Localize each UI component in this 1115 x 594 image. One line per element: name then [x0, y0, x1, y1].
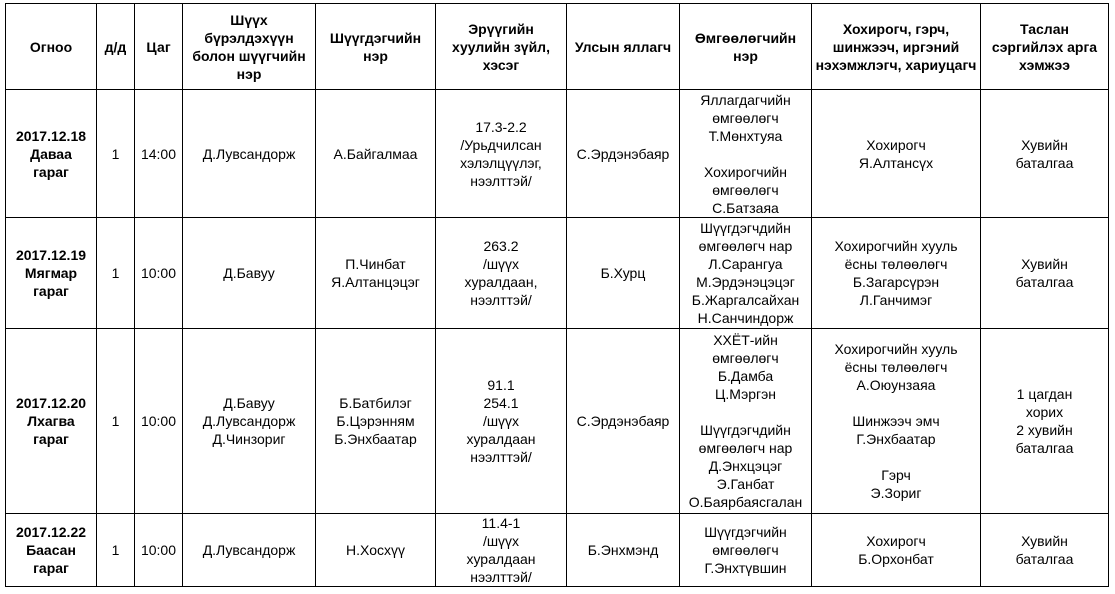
header-parties: Хохирогч, гэрч, шинжээч, иргэний нэхэмжлэгч, хариуцагч — [812, 4, 981, 90]
cell-number: 1 — [97, 218, 135, 329]
cell-defendants: Н.Хосхүү — [316, 514, 436, 587]
cell-measure: Хувийн баталгаа — [981, 514, 1109, 587]
cell-date: 2017.12.22 Баасан гараг — [6, 514, 97, 587]
cell-date: 2017.12.19 Мягмар гараг — [6, 218, 97, 329]
table-row — [6, 218, 1109, 329]
cell-parties: Хохирогчийн хууль ёсны төлөөлөгч Б.Загарсүрэн Л.Ганчимэг — [812, 218, 981, 329]
cell-defendants: Б.Батбилэг Б.Цэрэнням Б.Энхбаатар — [316, 329, 436, 514]
cell-lawyers: Шүүгдэгчдийн өмгөөлөгч нар Л.Сарангуа М.Эрдэнэцэцэг Б.Жаргалсайхан Н.Санчиндорж — [680, 218, 812, 329]
header-date: Огноо — [6, 4, 97, 90]
cell-number: 1 — [97, 90, 135, 218]
cell-prosecutor: С.Эрдэнэбаяр — [567, 90, 680, 218]
header-prosecutor: Улсын яллагч — [567, 4, 680, 90]
table-row — [6, 514, 1109, 587]
cell-prosecutor: С.Эрдэнэбаяр — [567, 329, 680, 514]
header-judges: Шүүх бүрэлдэхүүн болон шүүгчийн нэр — [183, 4, 316, 90]
cell-lawyers: Яллагдагчийн өмгөөлөгч Т.Мөнхтуяа Хохирогчийн өмгөөлөгч С.Батзаяа — [680, 90, 812, 218]
cell-articles: 263.2 /шүүх хуралдаан, нээлттэй/ — [436, 218, 567, 329]
cell-number: 1 — [97, 514, 135, 587]
cell-parties: Хохирогч Б.Орхонбат — [812, 514, 981, 587]
cell-measure: Хувийн баталгаа — [981, 90, 1109, 218]
cell-defendants: А.Байгалмаа — [316, 90, 436, 218]
cell-time: 10:00 — [135, 329, 183, 514]
cell-judges: Д.Лувсандорж — [183, 90, 316, 218]
cell-articles: 91.1 254.1 /шүүх хуралдаан нээлттэй/ — [436, 329, 567, 514]
cell-time: 10:00 — [135, 218, 183, 329]
header-measure: Таслан сэргийлэх арга хэмжээ — [981, 4, 1109, 90]
cell-parties: Хохирогч Я.Алтансүх — [812, 90, 981, 218]
cell-date: 2017.12.18 Даваа гараг — [6, 90, 97, 218]
cell-prosecutor: Б.Энхмэнд — [567, 514, 680, 587]
cell-parties: Хохирогчийн хууль ёсны төлөөлөгч А.Оюунзаяа Шинжээч эмч Г.Энхбаатар Гэрч Э.Зориг — [812, 329, 981, 514]
header-articles: Эрүүгийн хуулийн зүйл, хэсэг — [436, 4, 567, 90]
cell-judges: Д.Бавуу — [183, 218, 316, 329]
cell-date: 2017.12.20 Лхагва гараг — [6, 329, 97, 514]
table-row — [6, 329, 1109, 514]
header-lawyers: Өмгөөлөгчийн нэр — [680, 4, 812, 90]
cell-lawyers: Шүүгдэгчийн өмгөөлөгч Г.Энхтүвшин — [680, 514, 812, 587]
header-time: Цаг — [135, 4, 183, 90]
header-number: д/д — [97, 4, 135, 90]
header-row — [6, 4, 1109, 90]
table-row — [6, 90, 1109, 218]
cell-time: 14:00 — [135, 90, 183, 218]
cell-articles: 11.4-1 /шүүх хуралдаан нээлттэй/ — [436, 514, 567, 587]
court-schedule-table — [5, 3, 1109, 587]
cell-time: 10:00 — [135, 514, 183, 587]
cell-measure: Хувийн баталгаа — [981, 218, 1109, 329]
cell-judges: Д.Бавуу Д.Лувсандорж Д.Чинзориг — [183, 329, 316, 514]
cell-prosecutor: Б.Хурц — [567, 218, 680, 329]
cell-defendants: П.Чинбат Я.Алтанцэцэг — [316, 218, 436, 329]
cell-number: 1 — [97, 329, 135, 514]
cell-judges: Д.Лувсандорж — [183, 514, 316, 587]
header-defendants: Шүүгдэгчийн нэр — [316, 4, 436, 90]
cell-measure: 1 цагдан хорих 2 хувийн баталгаа — [981, 329, 1109, 514]
cell-lawyers: ХХЁТ-ийн өмгөөлөгч Б.Дамба Ц.Мэргэн Шүүгдэгчдийн өмгөөлөгч нар Д.Энхцэцэг Э.Ганбат О.Баярбаясгалан — [680, 329, 812, 514]
cell-articles: 17.3-2.2 /Урьдчилсан хэлэлцүүлэг, нээлттэй/ — [436, 90, 567, 218]
